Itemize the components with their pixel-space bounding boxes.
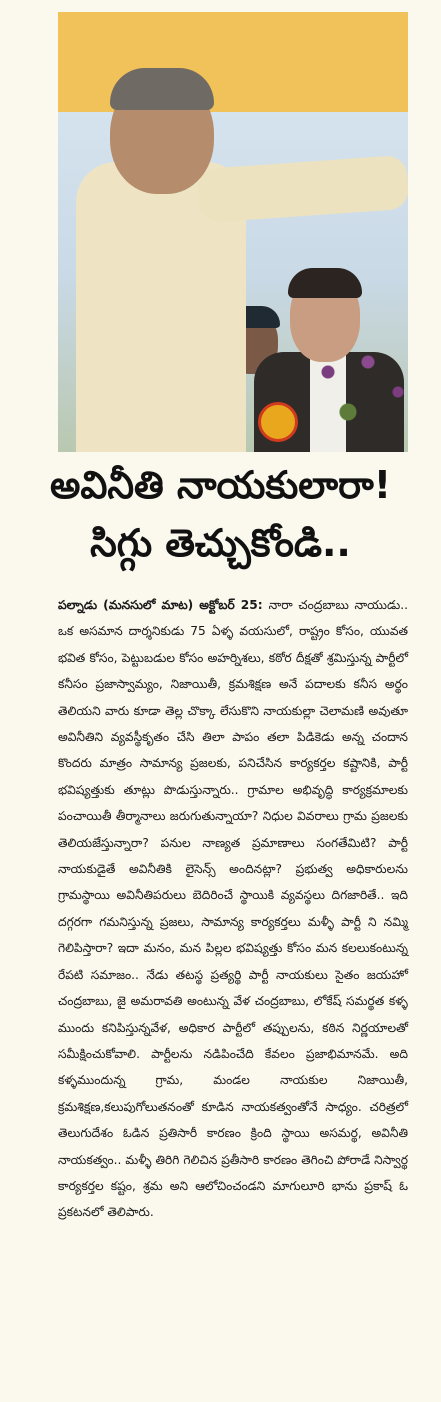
article-text: నారా చంద్రబాబు నాయుడు.. ఒక అసమాన దార్శనికుడు 75 ఏళ్ళ వయసులో, రాష్ట్రం కోసం, యువత భవిత కోసం, పెట్టుబడుల కోసం అహర్నిశలు, కఠోర దీక్షతో శ్రమిస్తున్న పార్టీలో కనీసం ప్రజాస్వామ్యం, నిజాయితీ, క్రమశిక్షణ అనే పదాలకు కనీస అర్థం తెలియని వారు కూడా తెల్ల చొక్కా లేసుకొని నాయకుల్లా చెలామణి అవుతూ అవినీతిని వ్యవస్థీకృతం చేసి తిలా పాపం తలా పిడికెడు అన్న చందాన కొందరు మాత్రం సామాన్య ప్రజలకు, పనిచేసిన కార్యకర్తల కష్టానికి, పార్టీ భవిష్యత్తుకు తూట్లు పొడుస్తున్నారు.. గ్రామాల అభివృద్ధి కార్యక్రమాలకు పంచాయితీ తీర్మానాలు జరుగుతున్నాయా? నిధుల వివరాలు గ్రామ ప్రజలకు తెలియజేస్తున్నారా? పనుల నాణ్యత ప్రమాణాలు సంగతేమిటి? పార్టీ నాయకుడైతే అవినీతికి లైసెన్స్ అందినట్లా? ప్రభుత్వ అధికారులను గ్రామస్థాయి అవినీతిపరులు బెదిరించే స్థాయికి వ్యవస్థలు దిగజారితే.. ఇది దగ్గరగా గమనిస్తున్న ప్రజలు, సామాన్య కార్యకర్తలు మళ్ళీ పార్టీ ని నమ్మి గెలిపిస్తారా? ఇదా మనం, మన పిల్లల భవిష్యత్తు కోసం మన కలలుకంటున్న రేపటి సమాజం.. నేడు తటస్థ ప్రత్యర్థి పార్టీ నాయకులు సైతం జయహో చంద్రబాబు, జై అమరావతి అంటున్న వేళ చంద్రబాబు, లోకేష్ సమర్థత కళ్ళ ముందు కనిపిస్తున్నవేళ, అధికార పార్టీలో తప్పులను, కఠిన నిర్ణయాలతో సమీక్షించుకోవాలి. పార్టీలను నడిపించేది కేవలం ప్రజాభిమానమే. అది కళ్ళముందున్న గ్రామ, మండల నాయకుల నిజాయితీ, క్రమశిక్షణ,కలుపుగోలుతనంతో కూడిన నాయకత్వంతోనే సాధ్యం. చరిత్రలో తెలుగుదేశం ఓడిన ప్రతిసారీ కారణం క్రింది స్థాయి అసమర్థ, అవినీతి నాయకత్వం.. మళ్ళీ తిరిగి గెలిచిన ప్రతీసారి కారణం తెగించి పోరాడే నిస్వార్థ కార్యకర్తల కష్టం, శ్రమ అని ఆలోచించండని మాగులూరి భాను ప్రకాష్ ఓ ప్రకటనలో తెలిపారు. [58,598,408,1220]
flowers [308,352,408,452]
headline-line-2: సిగ్గు తెచ్చుకోండి.. [90,521,351,565]
rosette-badge [258,402,298,442]
man-hair [288,268,362,298]
speaker-arm [196,155,408,224]
news-photo [58,12,408,452]
headline-line-1: అవినీతి నాయకులారా! [49,463,392,507]
dateline: పల్నాడు (మనసులో మాట) అక్టోబర్ 25: [58,598,269,612]
article-body [58,592,408,1226]
speaker-hair [110,68,214,110]
